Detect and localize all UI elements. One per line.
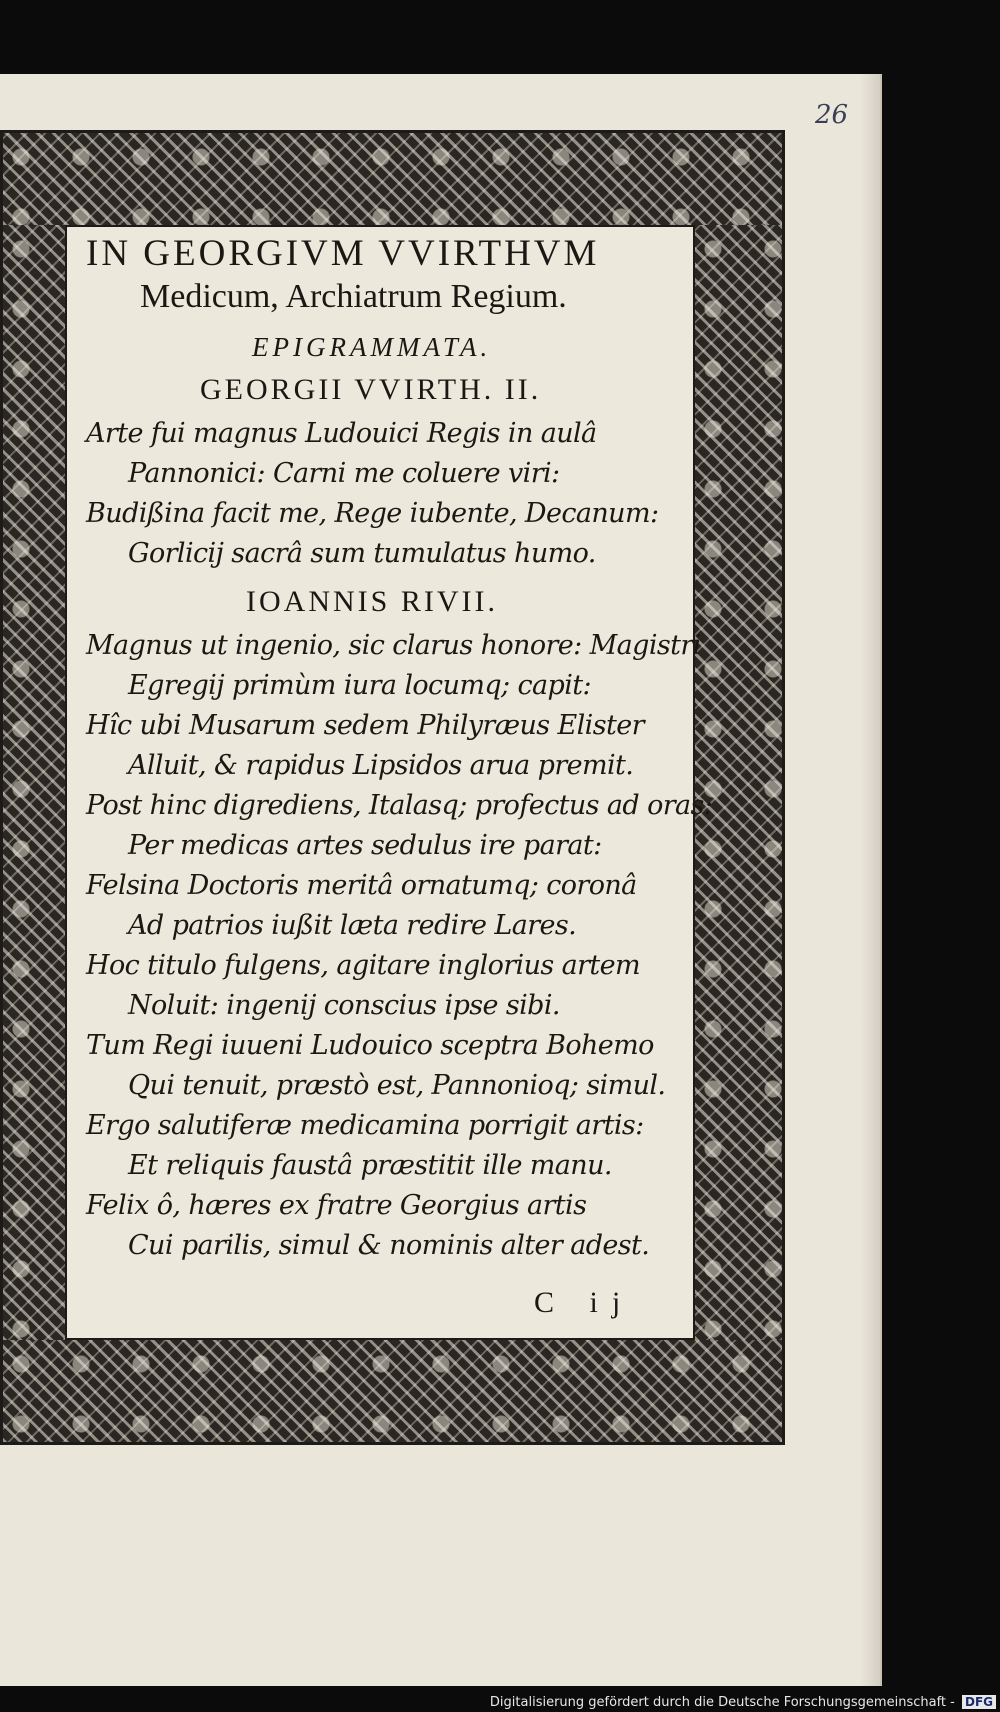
digitization-credit <box>490 1695 996 1710</box>
poem-line: Egregij primùm iura locumq; capit: <box>128 670 592 701</box>
poem-line: Hoc titulo fulgens, agitare inglorius artem <box>86 950 641 981</box>
poem-line: Pannonici: Carni me coluere viri: <box>128 458 560 489</box>
heading-title: IN GEORGIVM VVIRTHVM <box>86 233 600 274</box>
dfg-logo: DFG <box>962 1695 996 1709</box>
poem-line: Noluit: ingenij conscius ipse sibi. <box>128 990 560 1021</box>
poem-line: Hîc ubi Musarum sedem Philyræus Elister <box>86 710 644 741</box>
poem-line: Felix ô, hæres ex fratre Georgius artis <box>86 1190 587 1221</box>
poem-line: Qui tenuit, præstò est, Pannonioq; simul. <box>128 1070 666 1101</box>
author-heading-2: IOANNIS RIVII. <box>246 585 498 618</box>
ornament-right-band <box>695 225 782 1340</box>
poem-line: Magnus ut ingenio, sic clarus honore: Magistri <box>86 630 701 661</box>
signature-mark: C ij <box>534 1286 635 1319</box>
page-edge-shadow <box>860 74 880 1686</box>
poem-line: Felsina Doctoris meritâ ornatumq; coronâ <box>86 870 637 901</box>
poem-line: Ad patrios iußit læta redire Lares. <box>128 910 577 941</box>
poem-line: Gorlicij sacrâ sum tumulatus humo. <box>128 538 596 569</box>
heading-subtitle: Medicum, Archiatrum Regium. <box>140 278 567 315</box>
poem-line: Alluit, & rapidus Lipsidos arua premit. <box>128 750 634 781</box>
poem-line: Tum Regi iuueni Ludouico sceptra Bohemo <box>86 1030 654 1061</box>
poem-line: Budißina facit me, Rege iubente, Decanum: <box>86 498 659 529</box>
poem-line: Ergo salutiferæ medicamina porrigit artis: <box>86 1110 644 1141</box>
poem-line: Per medicas artes sedulus ire parat: <box>128 830 602 861</box>
ornament-top-band <box>3 133 782 225</box>
poem-line: Et reliquis faustâ præstitit ille manu. <box>128 1150 612 1181</box>
credit-text: Digitalisierung gefördert durch die Deutsche Forschungsgemeinschaft - <box>489 1695 955 1710</box>
poem-line: Post hinc digrediens, Italasq; profectus ad oras: <box>86 790 713 821</box>
poem-line: Arte fui magnus Ludouici Regis in aulâ <box>86 418 597 449</box>
ornament-left-band <box>3 225 65 1340</box>
ornament-bottom-band <box>3 1340 782 1442</box>
heading-genre: EPIGRAMMATA. <box>252 332 492 362</box>
author-heading-1: GEORGII VVIRTH. II. <box>200 373 542 406</box>
poem-line: Cui parilis, simul & nominis alter adest. <box>128 1230 650 1261</box>
folio-number: 26 <box>815 100 849 130</box>
